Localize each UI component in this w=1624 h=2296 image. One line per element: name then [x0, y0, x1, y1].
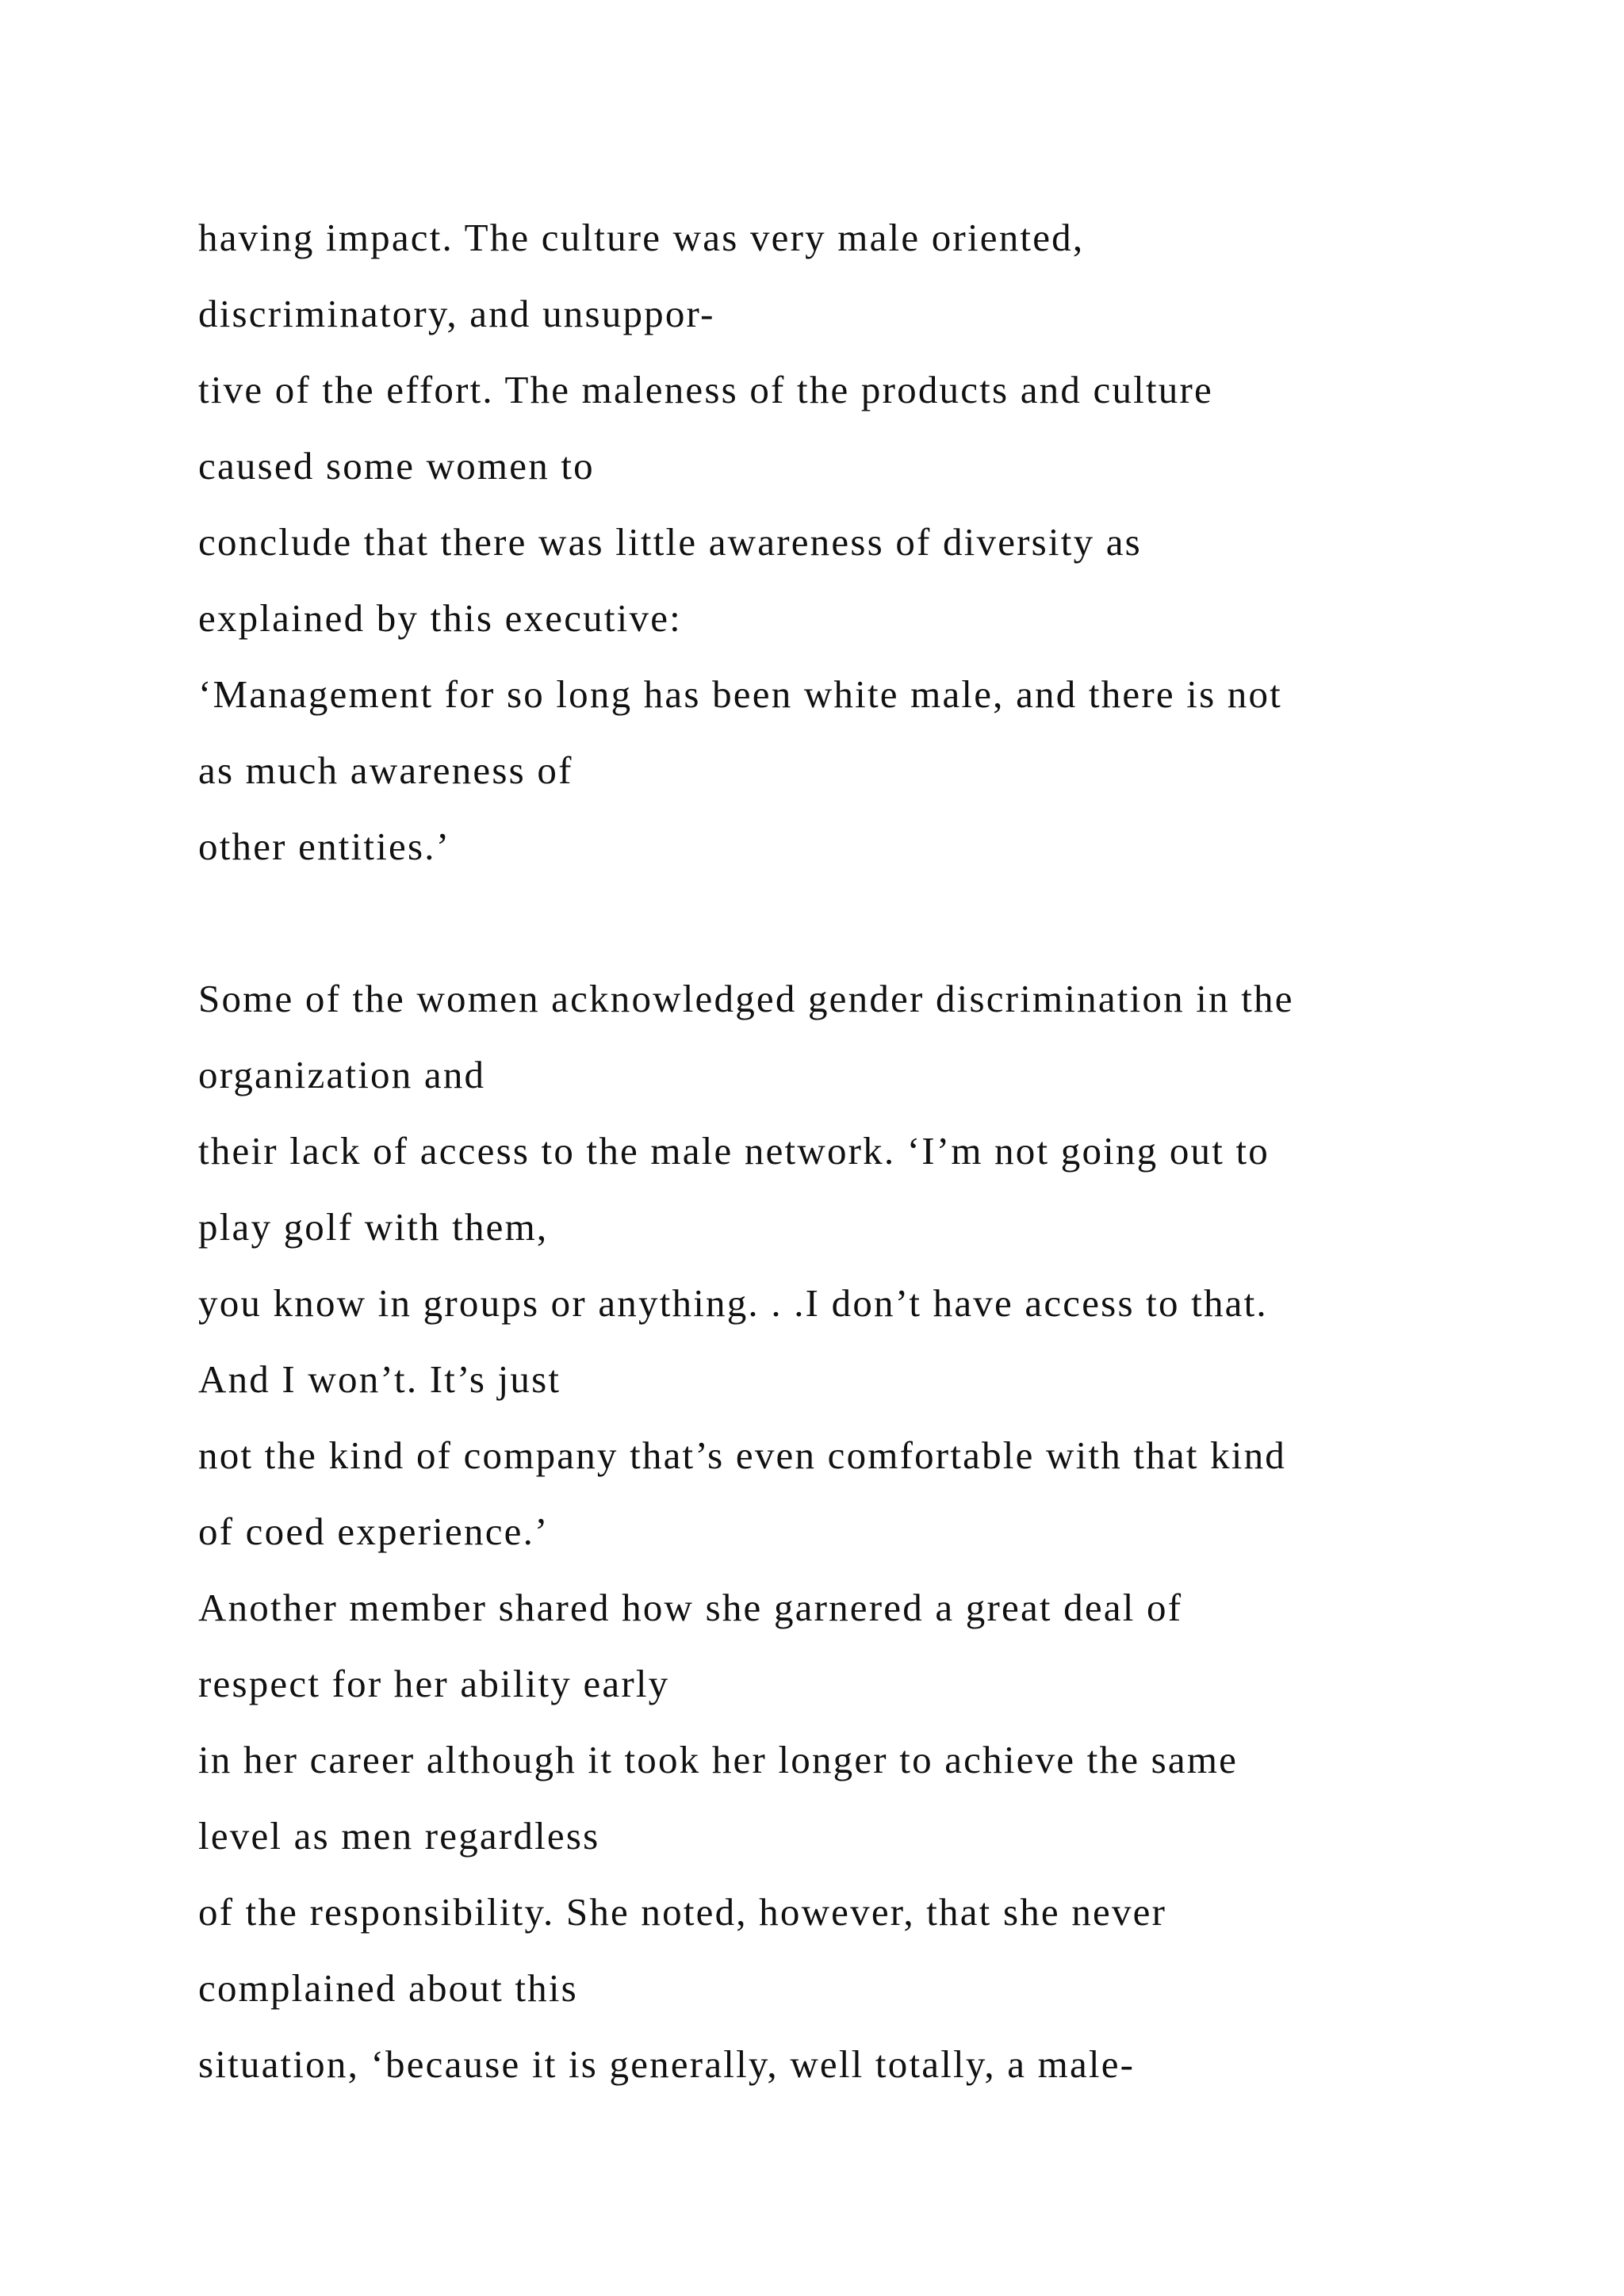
text-line: And I won’t. It’s just [198, 1357, 561, 1401]
text-line: of the responsibility. She noted, however, that she never [198, 1890, 1167, 1934]
text-line: other entities.’ [198, 825, 451, 868]
text-line: Another member shared how she garnered a great deal of [198, 1586, 1183, 1629]
text-line: as much awareness of [198, 748, 573, 792]
body-text [198, 200, 1546, 2103]
text-line: in her career although it took her longer to achieve the same [198, 1738, 1239, 1781]
text-line: you know in groups or anything. . .I don’t have access to that. [198, 1281, 1268, 1325]
text-line: conclude that there was little awareness of diversity as [198, 520, 1142, 564]
text-line: not the kind of company that’s even comfortable with that kind [198, 1433, 1286, 1477]
text-line: organization and [198, 1053, 486, 1096]
text-line: respect for her ability early [198, 1662, 670, 1705]
text-line: tive of the effort. The maleness of the products and culture [198, 368, 1213, 411]
text-line: play golf with them, [198, 1205, 549, 1249]
text-line: of coed experience.’ [198, 1510, 550, 1553]
text-line: situation, ‘because it is generally, well totally, a male- [198, 2042, 1136, 2086]
text-line: complained about this [198, 1966, 578, 2010]
text-line: ‘Management for so long has been white male, and there is not [198, 672, 1282, 716]
text-line: explained by this executive: [198, 596, 682, 640]
text-line: level as men regardless [198, 1814, 600, 1858]
text-line: discriminatory, and unsuppor- [198, 292, 715, 335]
paragraph-break [198, 885, 1546, 961]
text-line: having impact. The culture was very male oriented, [198, 216, 1085, 259]
text-line: Some of the women acknowledged gender discrimination in the [198, 977, 1294, 1020]
text-line: their lack of access to the male network. ‘I’m not going out to [198, 1129, 1270, 1173]
text-line: caused some women to [198, 444, 595, 488]
